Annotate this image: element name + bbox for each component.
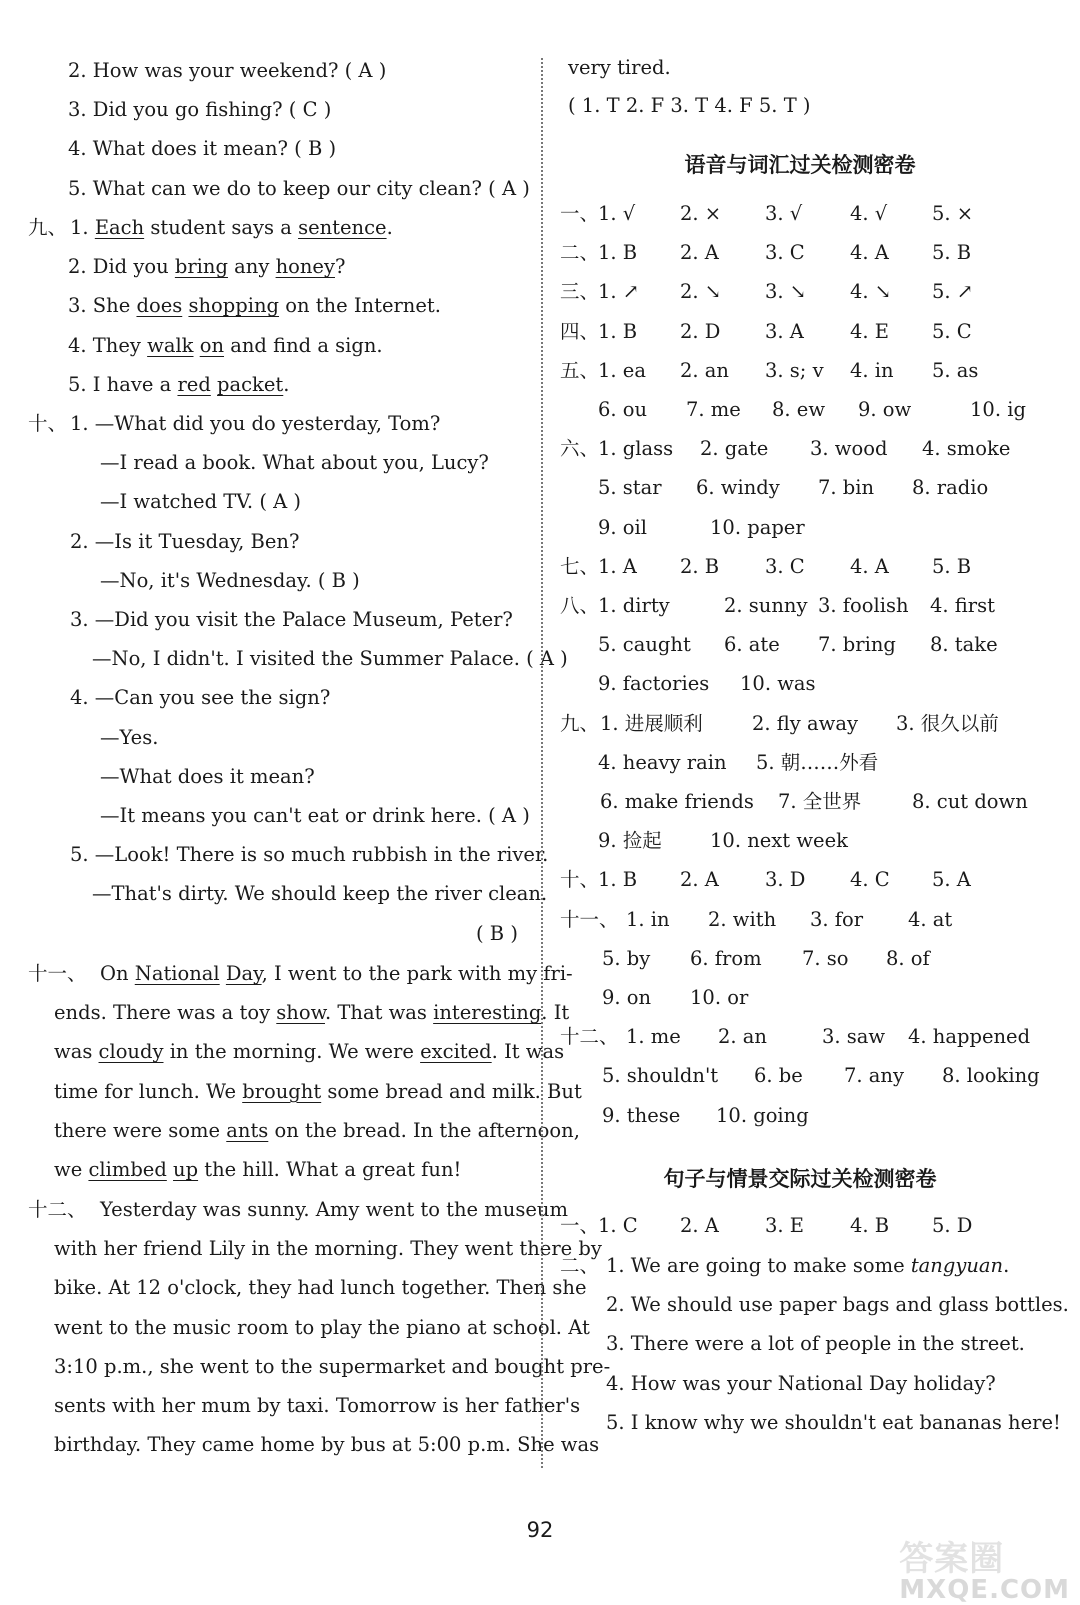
dialogue-line: 4. —Can you see the sign?: [70, 686, 331, 710]
underlined-word: cloudy: [98, 1040, 164, 1064]
answer-line: 1. Each student says a sentence.: [70, 216, 393, 239]
answer-cell: 3. foolish: [818, 594, 909, 617]
answer-cell: 1. ↗: [598, 280, 640, 304]
column-divider: [541, 58, 543, 1468]
passage-line: with her friend Lily in the morning. They went there by: [54, 1237, 602, 1261]
dialogue-line: 3. —Did you visit the Palace Museum, Peter?: [70, 608, 513, 631]
passage-line: 3:10 p.m., she went to the supermarket and bought pre-: [54, 1354, 611, 1378]
section-heading: 语音与词汇过关检测密卷: [684, 153, 916, 177]
section-number: 一、: [560, 202, 600, 225]
answer-cell: 2. ↘: [680, 280, 722, 304]
dialogue-line: —What does it mean?: [100, 764, 315, 788]
answer-cell: 3. wood: [810, 437, 888, 461]
answer-cell: 2. an: [718, 1025, 767, 1049]
answer-cell: 1. B: [598, 319, 638, 343]
dialogue-line: ( B ): [476, 921, 518, 945]
answer-cell: 4. √: [850, 202, 888, 225]
dialogue-line: —That's dirty. We should keep the river clean.: [92, 882, 548, 906]
answer-cell: 10. was: [740, 672, 816, 696]
answer-cell: 1. B: [598, 868, 638, 892]
answer-cell: 5. ×: [932, 202, 974, 225]
section-number: 一、: [560, 1214, 600, 1237]
answer-cell: 3. √: [765, 202, 803, 225]
answer-cell: 4. heavy rain: [598, 750, 727, 774]
passage-line: Yesterday was sunny. Amy went to the museum: [100, 1198, 568, 1221]
section-number: 十一、: [28, 962, 87, 985]
watermark-cn: 答案圈: [899, 1539, 1005, 1579]
section-number: 五、: [560, 358, 600, 382]
answer-line: 4. What does it mean? ( B ): [68, 137, 337, 161]
answer-line: 5. What can we do to keep our city clean? ( A ): [68, 176, 530, 200]
answer-cell: 3. C: [765, 241, 805, 265]
answer-cell: 2. A: [680, 868, 719, 892]
answer-cell: 6. windy: [696, 476, 780, 500]
tf-answers: ( 1. T 2. F 3. T 4. F 5. T ): [568, 94, 811, 117]
underlined-word: red: [177, 372, 211, 396]
answer-cell: 4. ↘: [850, 280, 892, 304]
passage-line: birthday. They came home by bus at 5:00 p.m. She was: [54, 1433, 600, 1457]
passage-line: time for lunch. We brought some bread and milk. But: [54, 1079, 582, 1103]
underlined-word: interesting: [433, 1001, 542, 1025]
section-number: 三、: [560, 280, 600, 304]
section-number: 九、: [560, 711, 600, 735]
answer-cell: 1. me: [626, 1025, 681, 1049]
section-number: 四、: [560, 319, 600, 343]
answer-cell: 2. A: [680, 241, 719, 265]
answer-cell: 5. caught: [598, 633, 691, 657]
dialogue-line: 1. —What did you do yesterday, Tom?: [70, 412, 441, 435]
answer-cell: 3. for: [810, 907, 864, 931]
sentence-line: 4. How was your National Day holiday?: [606, 1371, 996, 1395]
underlined-word: walk: [147, 333, 194, 357]
underlined-word: excited: [420, 1040, 492, 1064]
answer-cell: 5. star: [598, 476, 662, 500]
answer-cell: 5. as: [932, 358, 979, 382]
answer-cell: 5. B: [932, 554, 972, 578]
underlined-word: does: [136, 294, 183, 318]
passage-line: bike. At 12 o'clock, they had lunch together. Then she: [54, 1276, 587, 1300]
answer-cell: 3. 很久以前: [896, 711, 999, 735]
answer-cell: 6. ou: [598, 398, 648, 421]
dialogue-line: 5. —Look! There is so much rubbish in the river.: [70, 843, 549, 867]
underlined-word: shopping: [188, 294, 280, 318]
answer-cell: 2. with: [708, 907, 777, 931]
section-number: 十二、: [28, 1198, 87, 1221]
answer-cell: 9. these: [602, 1103, 681, 1127]
answer-cell: 9. on: [602, 986, 652, 1009]
underlined-word: brought: [242, 1079, 322, 1103]
passage-line: On National Day, I went to the park with my fri-: [100, 962, 573, 985]
answer-cell: 10. going: [716, 1103, 809, 1127]
section-number: 九、: [28, 216, 68, 239]
answer-cell: 4. happened: [908, 1025, 1031, 1049]
answer-cell: 4. C: [850, 868, 890, 892]
answer-cell: 3. ↘: [765, 280, 807, 304]
answer-line: 5. I have a red packet.: [68, 372, 290, 396]
answer-cell: 5. 朝……外看: [756, 750, 879, 774]
answer-cell: 6. be: [754, 1064, 803, 1088]
answer-cell: 1. √: [598, 202, 636, 225]
answer-cell: 2. gate: [700, 437, 769, 461]
dialogue-line: 2. —Is it Tuesday, Ben?: [70, 529, 300, 553]
answer-cell: 4. A: [850, 241, 889, 265]
underlined-word: National: [134, 962, 220, 985]
section-number: 二、: [560, 241, 600, 265]
dialogue-line: —It means you can't eat or drink here. ( A ): [100, 804, 530, 827]
answer-cell: 1. C: [598, 1214, 638, 1237]
answer-cell: 9. ow: [858, 398, 912, 421]
answer-cell: 4. at: [908, 907, 953, 931]
answer-line: 2. How was your weekend? ( A ): [68, 59, 387, 82]
sentence-line: 1. We are going to make some tangyuan.: [606, 1254, 1010, 1277]
answer-cell: 9. factories: [598, 672, 710, 696]
answer-cell: 8. looking: [942, 1064, 1040, 1088]
underlined-word: ants: [226, 1118, 269, 1142]
sentence-line: 5. I know why we shouldn't eat bananas here!: [606, 1410, 1061, 1434]
answer-cell: 7. me: [686, 398, 741, 421]
answer-cell: 2. B: [680, 554, 720, 578]
answer-cell: 8. take: [930, 633, 998, 657]
answer-cell: 8. cut down: [912, 790, 1028, 813]
answer-cell: 2. ×: [680, 202, 722, 225]
answer-cell: 1. dirty: [598, 594, 670, 617]
answer-cell: 2. fly away: [752, 711, 858, 735]
underlined-word: sentence: [298, 216, 387, 239]
answer-cell: 9. 捡起: [598, 829, 662, 853]
answer-cell: 3. C: [765, 554, 805, 578]
answer-cell: 9. oil: [598, 515, 648, 539]
section-number: 十、: [560, 868, 600, 892]
answer-line: 2. Did you bring any honey?: [68, 255, 346, 279]
answer-cell: 1. ea: [598, 358, 646, 382]
underlined-word: climbed: [88, 1158, 167, 1181]
answer-cell: 4. smoke: [922, 437, 1011, 461]
continued-line: very tired.: [568, 56, 671, 79]
answer-cell: 4. E: [850, 319, 890, 343]
answer-cell: 2. D: [680, 319, 721, 343]
dialogue-line: —No, it's Wednesday. ( B ): [100, 568, 360, 592]
underlined-word: bring: [174, 255, 228, 279]
section-number: 七、: [560, 554, 600, 578]
passage-line: was cloudy in the morning. We were excited. It was: [54, 1040, 565, 1064]
answer-cell: 4. in: [850, 358, 894, 382]
section-number: 十、: [28, 412, 68, 435]
answer-cell: 5. A: [932, 868, 971, 892]
answer-cell: 4. A: [850, 554, 889, 578]
answer-cell: 2. an: [680, 358, 729, 382]
answer-cell: 5. C: [932, 319, 972, 343]
underlined-word: Day: [225, 962, 262, 985]
answer-cell: 3. saw: [822, 1025, 886, 1049]
watermark-en: MXQE.COM: [899, 1575, 1070, 1605]
page-number: 92: [526, 1518, 554, 1542]
answer-cell: 1. in: [626, 907, 670, 931]
answer-cell: 7. 全世界: [778, 790, 862, 813]
answer-cell: 10. ig: [970, 398, 1026, 421]
passage-line: ends. There was a toy show. That was interesting. It: [54, 1001, 570, 1025]
section-number: 十二、: [560, 1025, 619, 1049]
section-number: 六、: [560, 437, 600, 461]
watermark-logo: [899, 1539, 1070, 1605]
answer-cell: 3. s; v: [765, 358, 824, 382]
underlined-word: up: [173, 1158, 199, 1181]
answer-line: 3. Did you go fishing? ( C ): [68, 98, 332, 122]
section-heading: 句子与情景交际过关检测密卷: [663, 1167, 937, 1191]
answer-cell: 6. ate: [724, 633, 780, 657]
answer-cell: 5. by: [602, 946, 651, 970]
answer-cell: 6. from: [690, 946, 762, 970]
answer-cell: 5. shouldn't: [602, 1064, 719, 1088]
answer-cell: 10. next week: [710, 829, 848, 853]
answer-line: 4. They walk on and find a sign.: [68, 333, 383, 357]
answer-cell: 8. of: [886, 946, 930, 970]
underlined-word: show: [276, 1001, 325, 1025]
answer-cell: 5. B: [932, 241, 972, 265]
answer-cell: 8. ew: [772, 398, 826, 421]
dialogue-line: —I read a book. What about you, Lucy?: [100, 451, 489, 475]
answer-cell: 7. any: [844, 1064, 905, 1088]
answer-cell: 3. A: [765, 319, 804, 343]
dialogue-line: —Yes.: [100, 725, 159, 749]
answer-cell: 3. D: [765, 868, 806, 892]
passage-line: went to the music room to play the piano at school. At: [54, 1315, 590, 1339]
answer-cell: 8. radio: [912, 476, 989, 500]
answer-cell: 6. make friends: [600, 790, 754, 813]
dialogue-line: —I watched TV. ( A ): [100, 490, 302, 514]
underlined-word: Each: [94, 216, 145, 239]
section-number: 十一、: [560, 907, 619, 931]
sentence-line: 3. There were a lot of people in the street.: [606, 1332, 1025, 1356]
italic-word: tangyuan: [910, 1254, 1004, 1277]
answer-cell: 2. A: [680, 1214, 719, 1237]
answer-cell: 7. bring: [818, 633, 896, 657]
answer-cell: 2. sunny: [724, 594, 808, 617]
answer-cell: 7. so: [802, 946, 849, 970]
answer-cell: 1. 进展顺利: [600, 711, 703, 735]
section-number: 二、: [560, 1254, 600, 1277]
answer-line: 3. She does shopping on the Internet.: [68, 294, 441, 318]
section-number: 八、: [560, 594, 600, 617]
passage-line: there were some ants on the bread. In the afternoon,: [54, 1118, 580, 1142]
passage-line: we climbed up the hill. What a great fun!: [54, 1158, 462, 1181]
dialogue-line: —No, I didn't. I visited the Summer Palace. ( A ): [92, 647, 568, 671]
answer-cell: 7. bin: [818, 476, 875, 500]
answer-cell: 3. E: [765, 1214, 805, 1237]
answer-cell: 1. glass: [598, 437, 674, 461]
answer-cell: 1. A: [598, 554, 637, 578]
answer-cell: 10. or: [690, 986, 749, 1009]
underlined-word: on: [199, 333, 225, 357]
answer-cell: 4. first: [930, 594, 995, 617]
answer-cell: 5. D: [932, 1214, 973, 1237]
passage-line: sents with her mum by taxi. Tomorrow is her father's: [54, 1394, 581, 1417]
underlined-word: honey: [275, 255, 335, 279]
answer-cell: 5. ↗: [932, 280, 974, 304]
sentence-line: 2. We should use paper bags and glass bottles.: [606, 1293, 1069, 1317]
underlined-word: packet: [217, 372, 284, 396]
answer-cell: 1. B: [598, 241, 638, 265]
answer-cell: 10. paper: [710, 515, 805, 539]
answer-cell: 4. B: [850, 1214, 890, 1237]
